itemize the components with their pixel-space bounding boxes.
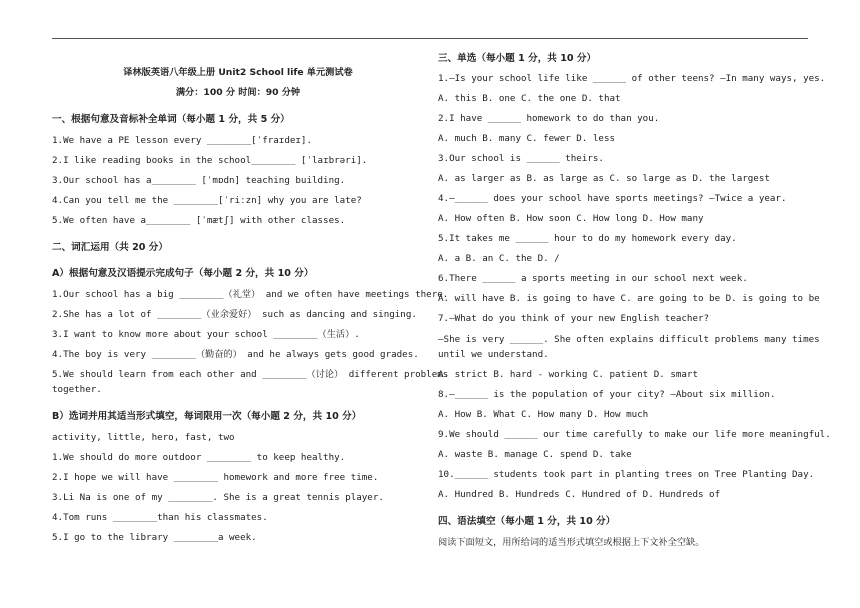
answer-options: A. How often B. How soon C. How long D. How many [438,213,704,224]
answer-options: A. Hundred B. Hundreds C. Hundred of D. Hundreds of [438,489,721,500]
question-item-continued: together. [52,384,102,395]
answer-options: A. strict B. hard - working C. patient D. smart [438,369,698,380]
answer-options: A. waste B. manage C. spend D. take [438,449,632,460]
question-item: 1.—Is your school life like ______ of other teens? —In many ways, yes. [438,73,826,84]
exam-subtitle: 满分：100 分 时间：90 分钟 [175,87,301,98]
question-item: 2.She has a lot of ________（业余爱好） such as dancing and singing. [52,309,417,320]
question-item: 2.I have ______ homework to do than you. [438,113,660,124]
question-item: 4.The boy is very ________（勤奋的） and he always gets good grades. [52,349,419,360]
answer-options: A. will have B. is going to have C. are going to be D. is going to be [438,293,820,304]
answer-options: A. much B. many C. fewer D. less [438,133,616,144]
question-item: 5.It takes me ______ hour to do my homework every day. [438,233,737,244]
question-item: 1.Our school has a big ________（礼堂） and we often have meetings there. [52,289,449,300]
section-4-intro: 阅读下面短文，用所给词的适当形式填空或根据上下文补全空缺。 [438,537,705,548]
top-rule [52,38,808,39]
question-item: 7.—What do you think of your new English teacher? [438,313,710,324]
question-item: 3.Li Na is one of my ________. She is a great tennis player. [52,492,384,503]
question-item: 5.We should learn from each other and ________（讨论） different problems [52,369,449,380]
question-item: 4.Can you tell me the ________[ˈriːzn] why you are late? [52,195,362,206]
word-bank: activity, little, hero, fast, two [52,432,235,443]
question-item: 1.We have a PE lesson every ________[ˈfraɪdeɪ]. [52,135,312,146]
answer-options: A. How B. What C. How many D. How much [438,409,649,420]
question-item: 2.I like reading books in the school________ [ˈlaɪbrəri]. [52,155,368,166]
question-item: 4.—______ does your school have sports meetings? —Twice a year. [438,193,787,204]
section-2-title: 二、词汇运用（共 20 分） [52,242,168,253]
section-3-title: 三、单选（每小题 1 分，共 10 分） [438,53,597,64]
question-item: 1.We should do more outdoor ________ to keep healthy. [52,452,346,463]
question-item: —She is very ______. She often explains difficult problems many times [438,334,820,345]
section-2b-title: B）选词并用其适当形式填空，每词限用一次（每小题 2 分，共 10 分） [52,411,362,422]
section-1-title: 一、根据句意及音标补全单词（每小题 1 分，共 5 分） [52,114,290,125]
question-item: 2.I hope we will have ________ homework and more free time. [52,472,379,483]
question-item-continued: until we understand. [438,349,549,360]
section-2a-title: A）根据句意及汉语提示完成句子（每小题 2 分，共 10 分） [52,268,314,279]
section-4-title: 四、语法填空（每小题 1 分，共 10 分） [438,516,616,527]
question-item: 10.______ students took part in planting trees on Tree Planting Day. [438,469,815,480]
question-item: 4.Tom runs ________than his classmates. [52,512,268,523]
question-item: 9.We should ______ our time carefully to make our life more meaningful. [438,429,831,440]
question-item: 8.—______ is the population of your city? —About six million. [438,389,776,400]
question-item: 5.We often have a________ [ˈmætʃ] with other classes. [52,215,346,226]
question-item: 5.I go to the library ________a week. [52,532,257,543]
answer-options: A. a B. an C. the D. / [438,253,560,264]
question-item: 6.There ______ a sports meeting in our school next week. [438,273,748,284]
question-item: 3.Our school is ______ theirs. [438,153,604,164]
exam-title: 译林版英语八年级上册 Unit2 School life 单元测试卷 [123,67,353,78]
question-item: 3.Our school has a________ [ˈmɒdn] teaching building. [52,175,346,186]
question-item: 3.I want to know more about your school ________（生活）. [52,329,360,340]
answer-options: A. as larger as B. as large as C. so large as D. the largest [438,173,770,184]
answer-options: A. this B. one C. the one D. that [438,93,621,104]
